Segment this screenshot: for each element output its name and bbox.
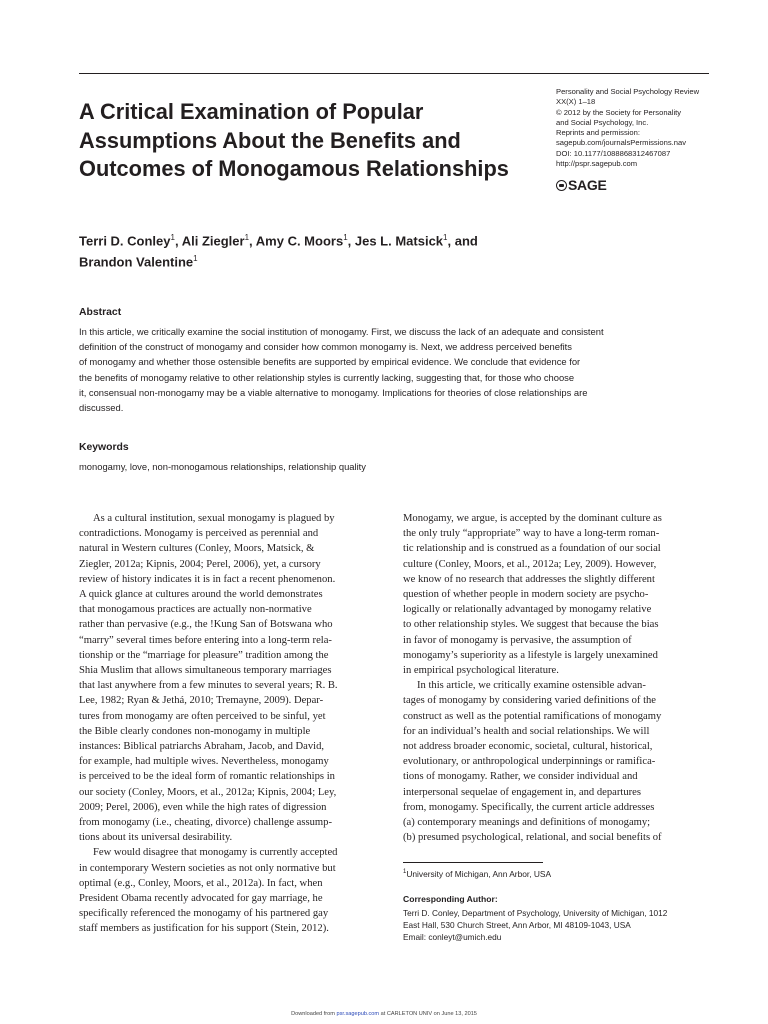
body-line: interpersonal sequelae of engagement in, and departures (403, 786, 641, 798)
body-line: question of whether people in modern society are psycho- (403, 589, 649, 601)
body-line: “marry” several times before entering into a long-term rela- (79, 634, 332, 646)
sage-logo-icon (556, 180, 567, 191)
title-line: Outcomes of Monogamous Relationships (79, 156, 509, 181)
body-line: the only truly “appropriate” way to have a long-term roman- (403, 528, 660, 540)
body-line: (a) contemporary meanings and definitions of monogamy; (403, 817, 651, 829)
footer-link[interactable]: psr.sagepub.com (336, 1011, 380, 1017)
author-list: Terri D. Conley$^1$, Ali Ziegler$^1$, Amy C. Moors$^1$, Jes L. Matsick$^1$, and Brandon Valentine$^1$ (79, 233, 478, 270)
body-line: rather than pervasive (e.g., the !Kung San of Botswana who (79, 619, 333, 631)
body-line: A quick glance at cultures around the world demonstrates (79, 589, 323, 601)
body-line: the Bible clearly condones non-monogamy in multiple (79, 725, 311, 737)
body-line: evolutionary, or anthropological underpinnings or ramifica- (403, 756, 656, 768)
article-title (79, 98, 534, 184)
author-name: Terri D. Conley (79, 233, 171, 249)
body-line: tic relationship and is construed as a foundation of our social (403, 543, 661, 555)
body-line: Shia Muslim that allows simultaneous temporary marriages (79, 665, 332, 677)
body-line: construct as well as the potential ramifications of monogamy (403, 710, 662, 722)
body-line: tures from monogamy are often perceived to be sinful, yet (79, 710, 326, 722)
affiliation-note (403, 869, 551, 879)
title-line: A Critical Examination of Popular (79, 99, 424, 124)
body-line: instances: Biblical patriarchs Abraham, Jacob, and David, (79, 741, 325, 753)
body-line: As a cultural institution, sexual monogamy is plagued by (93, 513, 335, 524)
body-line: President Obama recently advocated for gay marriage, he (79, 893, 323, 905)
body-line: monogamy’s superiority as a lifestyle is largely unexamined (403, 649, 658, 661)
body-line: for an individual’s health and social relationships. We will (403, 725, 650, 737)
journal-url[interactable]: http://pspr.sagepub.com (556, 159, 638, 169)
body-line: culture (Conley, Moors, et al., 2012a; Ley, 2009). However, (403, 558, 657, 570)
body-line: contradictions. Monogamy is perceived as perennial and (79, 528, 319, 540)
author-name: Brandon Valentine (79, 254, 194, 270)
corresponding-author-heading: Corresponding Author: (403, 894, 498, 904)
abstract-line: it, consensual non-monogamy may be a viable alternative to monogamy. Implications for theories of close relationships are (79, 386, 588, 398)
author-name: Amy C. Moors (255, 233, 344, 249)
keywords-heading: Keywords (79, 442, 129, 453)
reprints-line: Reprints and permission: (556, 128, 640, 138)
body-line: is perceived to be the ideal form of romantic relationships in (79, 771, 335, 783)
author-name: Jes L. Matsick (354, 233, 444, 249)
abstract-body (79, 324, 709, 415)
footer-prefix: Downloaded from (291, 1011, 337, 1017)
body-line: Lee, 1982; Ryan & Jethá, 2010; Tremayne, 2009). Depar- (79, 695, 324, 707)
body-line: tions about its universal desirability. (79, 832, 233, 844)
affiliation-marker: 1 (443, 233, 448, 242)
body-line: logically or relationally advantaged by monogamy relative (403, 604, 652, 616)
body-line: tionship or the “marriage for pleasure” tradition among the (79, 649, 329, 661)
body-line: from, monogamy. Specifically, the current article addresses (403, 801, 655, 813)
affiliation-marker: 1 (244, 233, 250, 242)
abstract-line: the benefits of monogamy relative to other relationship styles is currently lacking, suggesting that, for those who choose (79, 371, 575, 383)
body-line: that last anywhere from a few minutes to several years; R. B. (79, 680, 338, 692)
affiliation-marker: 1 (170, 233, 175, 242)
affiliation-text: University of Michigan, Ann Arbor, USA (406, 869, 552, 879)
body-line: in empirical psychological literature. (403, 665, 559, 677)
body-line: staff members as justification for his support (Stein, 2012). (79, 923, 329, 935)
body-line: tions of monogamy. Rather, we consider individual and (403, 771, 638, 783)
body-line: we know of no research that addresses the slightly different (403, 573, 655, 585)
body-line: from monogamy (i.e., cheating, divorce) challenge assump- (79, 817, 332, 829)
abstract-line: discussed. (79, 402, 124, 414)
body-line: review of history indicates it is in fact a recent phenomenon. (79, 573, 336, 585)
doi-line: DOI: 10.1177/1088868312467087 (556, 148, 671, 158)
body-column-right (403, 511, 705, 845)
title-line: Assumptions About the Benefits and (79, 127, 461, 153)
body-line: optimal (e.g., Conley, Moors, et al., 2012a). In fact, when (79, 877, 323, 889)
sage-logo (556, 177, 606, 193)
body-column-left (79, 511, 381, 937)
journal-info (556, 87, 716, 169)
abstract-line: In this article, we critically examine the social institution of monogamy. First, we discuss the lack of an adequate and consistent (79, 326, 604, 337)
affiliation-marker: 1 (343, 233, 348, 242)
copyright-line: and Social Psychology, Inc. (556, 117, 649, 127)
copyright-line: © 2012 by the Society for Personality (556, 107, 682, 117)
reprints-link[interactable]: sagepub.com/journalsPermissions.nav (556, 138, 687, 148)
corresponding-author-info (403, 908, 667, 943)
affiliation-marker: 1 (193, 254, 198, 264)
body-line: Few would disagree that monogamy is currently accepted (93, 847, 338, 859)
body-line: not address broader economic, societal, cultural, historical, (403, 741, 653, 753)
header-rule (79, 73, 709, 74)
publisher-name: SAGE (568, 177, 607, 193)
body-line: our society (Conley, Moors, et al., 2012a; Kipnis, 2004; Ley, (79, 786, 337, 798)
corresponding-line: East Hall, 530 Church Street, Ann Arbor, MI 48109-1043, USA (403, 919, 631, 930)
body-line: specifically referenced the monogamy of his partnered gay (79, 908, 329, 920)
body-line: in favor of monogamy is pervasive, the assumption of (403, 634, 632, 646)
journal-name: Personality and Social Psychology Review (556, 87, 700, 96)
author-name: Ali Ziegler (181, 233, 245, 249)
footer-suffix: at CARLETON UNIV on June 13, 2015 (379, 1011, 477, 1017)
body-line: 2009; Perel, 2006), even while the high rates of digression (79, 801, 327, 813)
body-line: for example, had multiple wives. Nevertheless, monogamy (79, 756, 329, 768)
body-line: that monogamous practices are actually non-normative (79, 604, 312, 616)
body-line: In this article, we critically examine ostensible advan- (417, 680, 646, 692)
abstract-line: definition of the construct of monogamy and consider how common monogamy is. Next, we address perceived benefits (79, 341, 572, 353)
download-footer (0, 1011, 768, 1017)
corresponding-line: Terri D. Conley, Department of Psychology, University of Michigan, 1012 (403, 908, 668, 918)
corresponding-email[interactable]: Email: conleyt@umich.edu (403, 931, 502, 942)
footnote-rule (403, 862, 543, 863)
body-line: Ziegler, 2012a; Kipnis, 2004; Perel, 2006), yet, a cursory (79, 558, 321, 570)
body-line: to other relationship styles. We suggest that because the bias (403, 619, 659, 631)
abstract-heading: Abstract (79, 307, 122, 318)
body-line: in contemporary Western societies as not only normative but (79, 862, 336, 874)
body-line: tages of monogamy by considering varied definitions of the (403, 695, 657, 707)
journal-volume: XX(X) 1–18 (556, 97, 596, 107)
affiliation-marker: 1 (403, 869, 407, 876)
abstract-line: of monogamy and whether those ostensible benefits are supported by empirical evidence. We conclude that evidence for (79, 356, 581, 368)
body-line: (b) presumed psychological, relational, and social benefits of (403, 832, 662, 844)
body-line: natural in Western cultures (Conley, Moors, Matsick, & (79, 543, 315, 555)
keywords-list: monogamy, love, non-monogamous relationships, relationship quality (79, 461, 366, 472)
body-line: Monogamy, we argue, is accepted by the dominant culture as (403, 513, 662, 524)
